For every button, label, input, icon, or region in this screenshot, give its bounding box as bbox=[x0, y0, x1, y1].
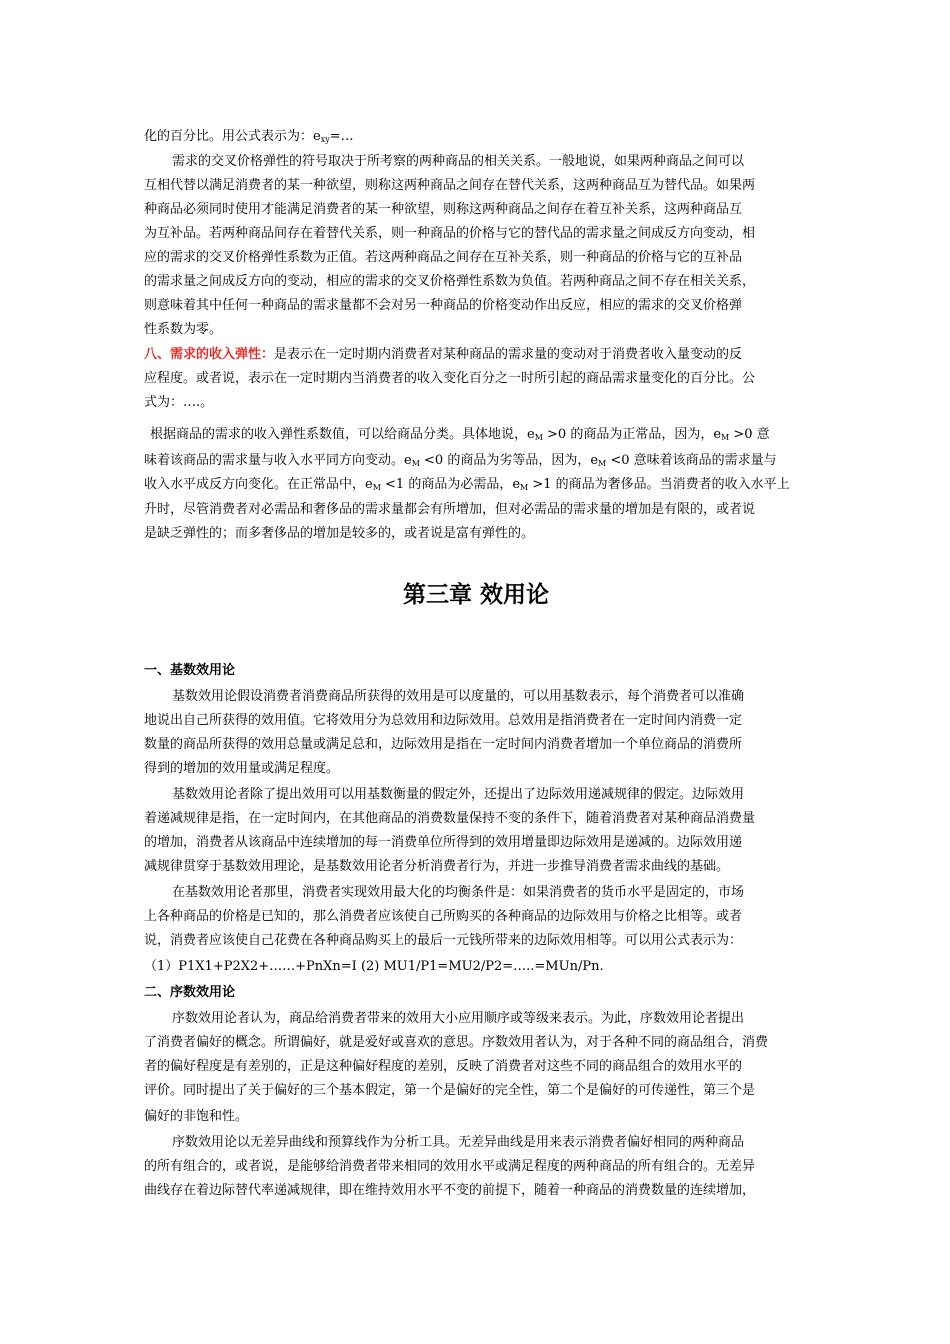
text-line: 则意味着其中任何一种商品的需求量都不会对另一种商品的价格变动作出反应，相应的需求的交叉价格弹 bbox=[144, 298, 743, 313]
text-line: 根据商品的需求的收入弹性系数值，可以给商品分类。具体地说，$e_M >0$ 的商品为正常品，因为，$e_M >0$ 意 bbox=[150, 427, 770, 442]
text-line: 味着该商品的需求量与收入水平同方向变动。$e_M <0$ 的商品为劣等品，因为，$e_M <0$ 意味着该商品的需求量与 bbox=[144, 453, 777, 468]
text-line: 减规律贯穿于基数效用理论，是基数效用论者分析消费者行为，并进一步推导消费者需求曲线的基础。 bbox=[144, 859, 730, 874]
text-line: 的增加，消费者从该商品中连续增加的每一消费单位所得到的效用增量即边际效用是递减的。边际效用递 bbox=[144, 835, 743, 850]
text-line: 需求的交叉价格弹性的符号取决于所考察的两种商品的相关关系。一般地说，如果两种商品之间可以 bbox=[172, 154, 745, 169]
text-line: 升时，尽管消费者对必需品和奢侈品的需求量都会有所增加，但对必需品的需求量的增加是有限的，或者说 bbox=[144, 502, 756, 517]
text-line: 了消费者偏好的概念。所谓偏好，就是爱好或喜欢的意思。序数效用者认为，对于各种不同的商品组合，消费 bbox=[144, 1035, 769, 1050]
text-line: 的需求量之间成反方向的变动，相应的需求的交叉价格弹性系数为负值。若两种商品之间不存在相关关系， bbox=[144, 274, 756, 289]
text-line: 式为：….。 bbox=[144, 395, 214, 410]
text-line: 八、需求的收入弹性：是表示在一定时期内消费者对某种商品的需求量的变动对于消费者收入量变动的反 bbox=[144, 347, 743, 362]
text-line: 序数效用论以无差异曲线和预算线作为分析工具。无差异曲线是用来表示消费者偏好相同的两种商品 bbox=[172, 1135, 745, 1150]
text-line: 应的需求的交叉价格弹性系数为正值。若这两种商品之间存在互补关系，则一种商品的价格与它的互补品 bbox=[144, 250, 743, 265]
text-line: 偏好的非饱和性。 bbox=[144, 1109, 249, 1124]
text-line: 互相代替以满足消费者的某一种欲望，则称这两种商品之间存在替代关系，这两种商品互为替代品。如果两 bbox=[144, 178, 756, 193]
text-line: 的所有组合的，或者说，是能够给消费者带来相同的效用水平或满足程度的两种商品的所有组合的。无差异 bbox=[144, 1159, 756, 1174]
text-line: 化的百分比。用公式表示为：$e_{xy}=\dots$ bbox=[144, 129, 354, 144]
formula-line: （1）P1X1+P2X2+……+PnXn=I (2) MU1/P1=MU2/P2=…..=MUn/Pn. bbox=[144, 959, 604, 974]
text-line: 数量的商品所获得的效用总量或满足总和，边际效用是指在一定时间内消费者增加一个单位商品的消费所 bbox=[144, 737, 743, 752]
text-line: 性系数为零。 bbox=[144, 322, 223, 337]
text-line: 基数效用论假设消费者消费商品所获得的效用是可以度量的，可以用基数表示，每个消费者可以准确 bbox=[172, 689, 745, 704]
text-line: 基数效用论者除了提出效用可以用基数衡量的假定外，还提出了边际效用递减规律的假定。边际效用 bbox=[172, 787, 745, 802]
section-heading: 二、序数效用论 bbox=[144, 985, 236, 1000]
text-line: 地说出自己所获得的效用值。它将效用分为总效用和边际效用。总效用是指消费者在一定时间内消费一定 bbox=[144, 713, 743, 728]
text-line: 为互补品。若两种商品间存在着替代关系，则一种商品的价格与它的替代品的需求量之间成反方向变动，相 bbox=[144, 226, 756, 241]
text-line: 种商品必须同时使用才能满足消费者的某一种欲望，则称这两种商品之间存在着互补关系，这两种商品互 bbox=[144, 202, 743, 217]
text-line: 得到的增加的效用量或满足程度。 bbox=[144, 761, 340, 776]
text-line: 说，消费者应该使自己花费在各种商品购买上的最后一元钱所带来的边际效用相等。可以用公式表示为： bbox=[144, 933, 743, 948]
text-line: 序数效用论者认为，商品给消费者带来的效用大小应用顺序或等级来表示。为此，序数效用论者提出 bbox=[172, 1011, 745, 1026]
chapter-title: 第三章 效用论 bbox=[402, 582, 549, 608]
text-line: 是缺乏弹性的；而多奢侈品的增加是较多的，或者说是富有弹性的。 bbox=[144, 526, 535, 541]
text-line: 曲线存在着边际替代率递减规律，即在维持效用水平不变的前提下，随着一种商品的消费数量的连续增加， bbox=[144, 1183, 756, 1198]
text-line: 者的偏好程度是有差别的，正是这种偏好程度的差别，反映了消费者对这些不同的商品组合的效用水平的 bbox=[144, 1059, 743, 1074]
text-line: 应程度。或者说，表示在一定时期内当消费者的收入变化百分之一时所引起的商品需求量变化的百分比。公 bbox=[144, 371, 756, 386]
section-heading: 八、需求的收入弹性： bbox=[144, 347, 275, 362]
section-heading: 一、基数效用论 bbox=[144, 663, 236, 678]
text-line: 评价。同时提出了关于偏好的三个基本假定，第一个是偏好的完全性，第二个是偏好的可传递性，第三个是 bbox=[144, 1083, 756, 1098]
text-line: 收入水平成反方向变化。在正常品中，$e_M <1$ 的商品为必需品，$e_M >1$ 的商品为奢侈品。当消费者的收入水平上 bbox=[144, 477, 790, 492]
text-line: 在基数效用论者那里，消费者实现效用最大化的均衡条件是：如果消费者的货币水平是固定的，市场 bbox=[172, 885, 745, 900]
text-line: 着递减规律是指，在一定时间内，在其他商品的消费数量保持不变的条件下，随着消费者对某种商品消费量 bbox=[144, 811, 756, 826]
text-line: 上各种商品的价格是已知的，那么消费者应该使自己所购买的各种商品的边际效用与价格之比相等。或者 bbox=[144, 909, 743, 924]
